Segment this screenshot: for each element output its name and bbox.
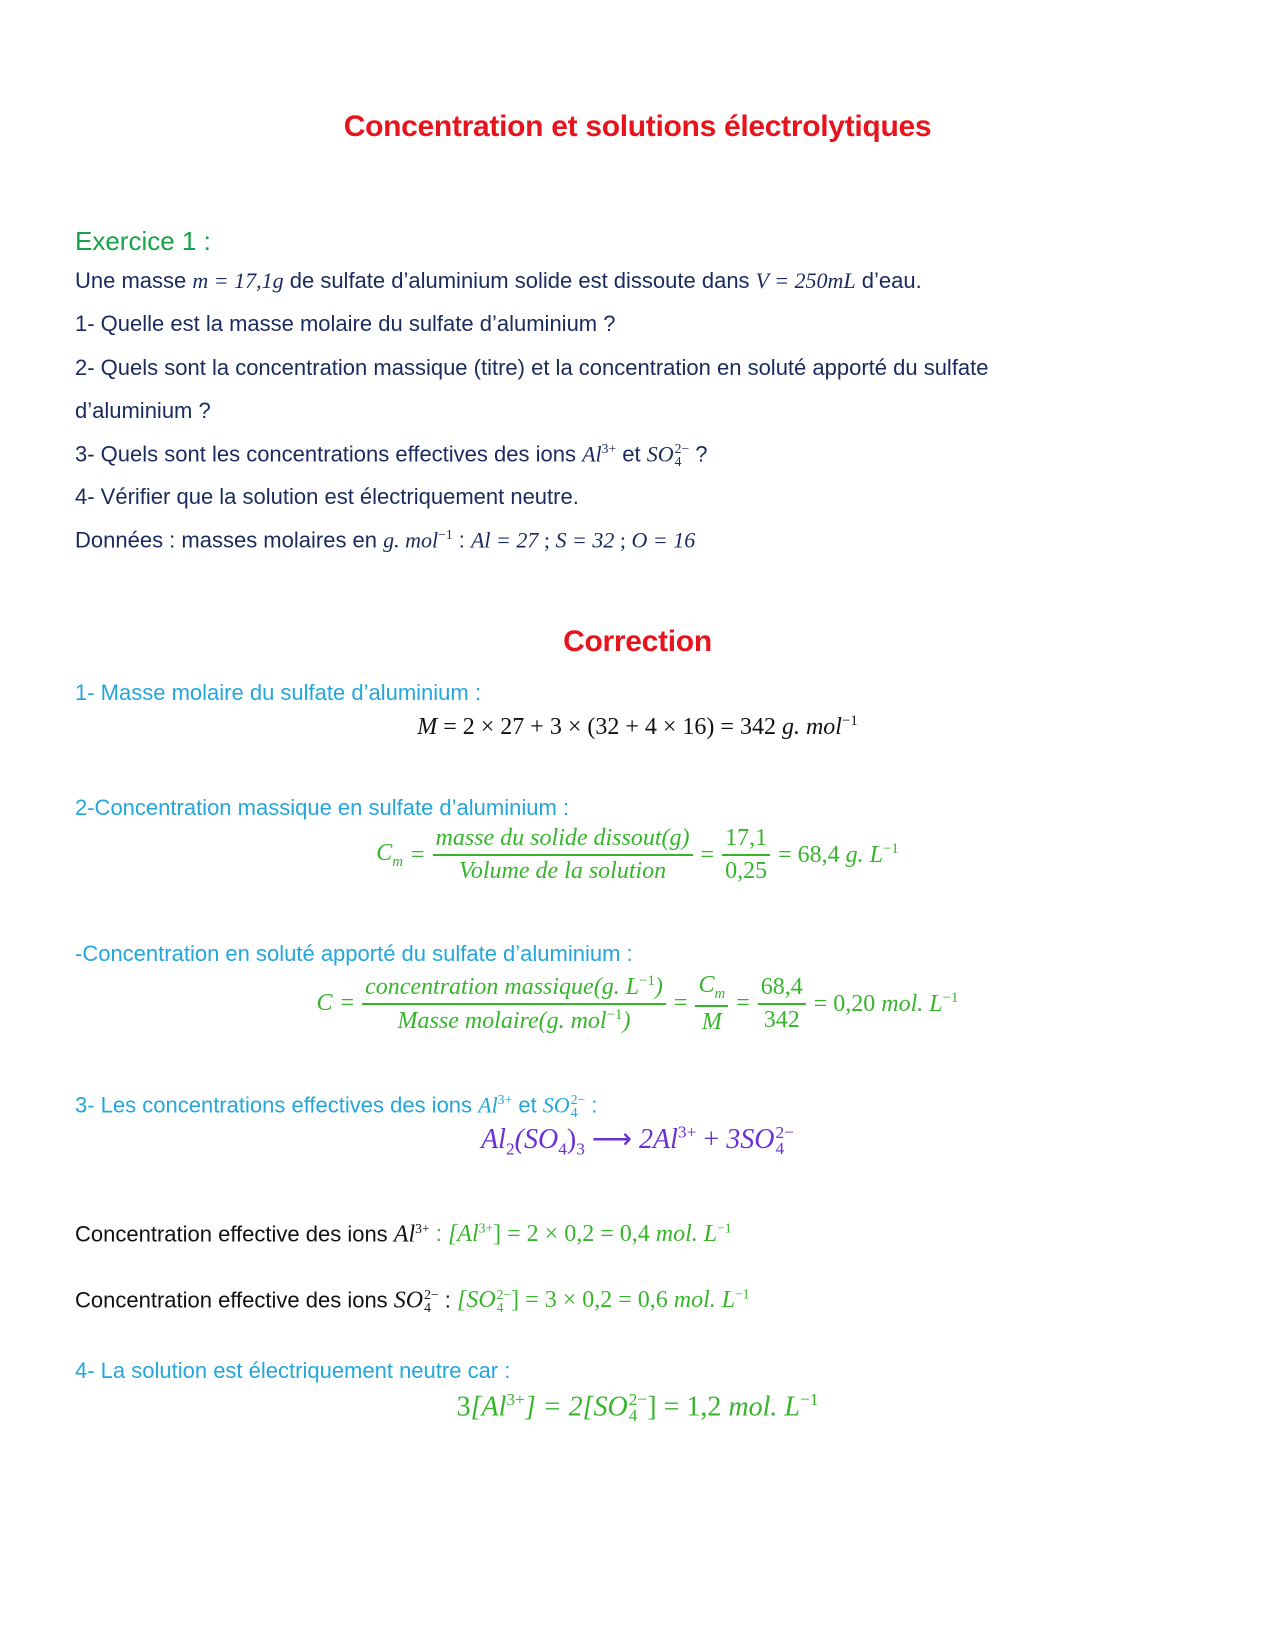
fraction-values: $\frac{17,1}{0,25}$ — [722, 825, 770, 885]
fraction-symbols: $\frac{C_m}{M}$ — [695, 972, 728, 1036]
molar-concentration-equation: C = $\frac{concentration massique(g. L^{-1})}{Masse molaire(g. mol^{-1})}$ = $\frac{C_m}{M}$ = $\frac{68,4}{342}$ = 0,20 mol. $L^{-1}$ — [316, 972, 959, 1035]
fraction-values: $\frac{68,4}{342}$ — [758, 974, 806, 1034]
question-2-line-2: d’aluminium ? — [75, 398, 211, 423]
section-3-title: 3- Les concentrations effectives des ions $Al^{3+}$ et SO 2− 4 : — [75, 1092, 598, 1120]
fraction-definition: $\frac{\text{masse du solide dissout(g)}}{\text{Volume de la solution}}$ — [433, 825, 693, 885]
dissociation-equation: $Al_2(SO_4)_3$ ⟶ $2Al^{3+} + 3SO$ 2− 4 — [481, 1122, 794, 1159]
question-1: 1- Quelle est la masse molaire du sulfate d’aluminium ? — [75, 311, 616, 336]
data-line: Données : masses molaires en g. mol$^{-1}$ : Al = 27 ; S = 32 ; O = 16 — [75, 527, 696, 553]
question-3: 3- Quels sont les concentrations effectives des ions $Al^{3+}$ et SO 2− 4 ? — [75, 441, 708, 469]
exercise-intro: Une masse m = 17,1g de sulfate d’aluminium solide est dissoute dans V = 250mL d’eau. — [75, 268, 922, 293]
fraction-definition: $\frac{concentration massique(g. L^{-1})}{Masse molaire(g. mol^{-1})}$ — [362, 973, 666, 1035]
question-4: 4- Vérifier que la solution est électriquement neutre. — [75, 484, 579, 509]
section-2b-title: -Concentration en soluté apporté du sulfate d’aluminium : — [75, 941, 633, 966]
mass-concentration-equation: $C_m$ = $\frac{\text{masse du solide dissout(g)}}{\text{Volume de la solution}}$ = $\frac{17,1}{0,25}$ = 68,4 g. $L^{-1}$ — [376, 825, 899, 884]
question-2-line-1: 2- Quels sont la concentration massique (titre) et la concentration en soluté apporté du sulfate — [75, 355, 989, 380]
section-1-title: 1- Masse molaire du sulfate d’aluminium : — [75, 680, 481, 705]
correction-heading: Correction — [563, 625, 712, 658]
section-2-title: 2-Concentration massique en sulfate d’aluminium : — [75, 795, 570, 820]
so4-concentration-line: Concentration effective des ions SO 2− 4 : [SO 2− 4 ] = 3 × 0,2 = 0,6 mol. $L^{-1}$ — [75, 1287, 750, 1315]
al-concentration-line: Concentration effective des ions $Al^{3+}$ : $[Al^{3+}] = 2 \times 0,2 = 0,4$ mol. $L^{-1}$ — [75, 1221, 732, 1248]
molar-mass-equation: M = 2 × 27 + 3 × (32 + 4 × 16) = 342 g. mol$^{-1}$ — [417, 713, 858, 740]
page-title: Concentration et solutions électrolytiques — [343, 110, 932, 143]
section-4-title: 4- La solution est électriquement neutre car : — [75, 1358, 511, 1383]
neutrality-equation: $3[Al^{3+}] = 2[SO$ 2− 4 ] = 1,2 mol. $L^{-1}$ — [456, 1390, 819, 1425]
exercise-heading: Exercice 1 : — [75, 226, 211, 256]
